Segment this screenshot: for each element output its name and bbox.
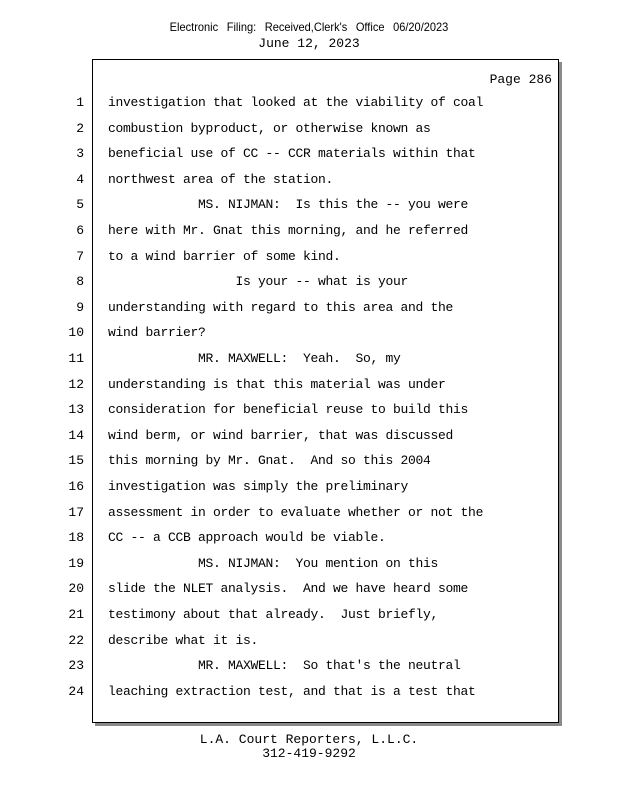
transcript-line: [0, 323, 618, 343]
transcript-line: [0, 221, 618, 241]
transcript-line: [0, 144, 618, 164]
line-text: investigation that looked at the viability of coal: [108, 95, 484, 110]
line-number: 8: [76, 274, 84, 290]
line-number: 6: [76, 223, 84, 238]
court-reporter-phone: 312-419-9292: [262, 746, 356, 761]
transcript-line: [0, 119, 618, 139]
line-number: 18: [68, 530, 84, 546]
line-text: understanding with regard to this area and the: [108, 299, 454, 315]
transcript-date: June 12, 2023: [258, 36, 360, 51]
line-number: 3: [76, 146, 84, 162]
line-text: northwest area of the station.: [108, 171, 334, 187]
line-number: 4: [76, 171, 84, 187]
line-text: consideration for beneficial reuse to build this: [108, 402, 469, 418]
transcript-line: [0, 554, 618, 574]
line-number: 24: [68, 683, 84, 699]
transcript-line: [0, 503, 618, 523]
line-number: 9: [76, 299, 84, 315]
transcript-line: [0, 93, 618, 113]
line-text: to a wind barrier of some kind.: [108, 248, 341, 264]
line-number: 21: [68, 607, 84, 622]
line-number: 19: [68, 555, 84, 571]
line-text: CC -- a CCB approach would be viable.: [108, 530, 386, 546]
line-text: here with Mr. Gnat this morning, and he referred: [108, 223, 469, 238]
line-text: testimony about that already. Just briefly,: [108, 607, 439, 622]
transcript-line: [0, 170, 618, 190]
transcript-line: [0, 272, 618, 292]
line-text: Is your -- what is your: [108, 274, 409, 290]
transcript-line: [0, 528, 618, 548]
line-number: 10: [68, 325, 84, 341]
line-number: 22: [68, 632, 84, 648]
line-number: 7: [76, 248, 84, 264]
line-number: 23: [68, 658, 84, 674]
transcript-line: [0, 195, 618, 215]
line-number: 12: [68, 376, 84, 392]
line-text: wind barrier?: [108, 325, 206, 341]
efiling-stamp: Electronic Filing: Received,Clerk's Office 06/20/2023: [169, 20, 449, 34]
line-number: 14: [68, 427, 84, 443]
transcript-line: [0, 247, 618, 267]
transcript-line: [0, 375, 618, 395]
line-text: MR. MAXWELL: Yeah. So, my: [108, 351, 401, 366]
transcript-line: [0, 426, 618, 446]
transcript-line: [0, 451, 618, 471]
line-text: MS. NIJMAN: Is this the -- you were: [108, 197, 469, 213]
transcript-line: [0, 349, 618, 369]
line-text: investigation was simply the preliminary: [108, 479, 409, 494]
line-number: 20: [68, 581, 84, 597]
line-number: 17: [68, 504, 84, 520]
line-text: assessment in order to evaluate whether or not the: [108, 504, 484, 520]
court-reporter-name: L.A. Court Reporters, L.L.C.: [199, 732, 419, 747]
line-text: wind berm, or wind barrier, that was discussed: [108, 427, 454, 443]
line-text: describe what it is.: [108, 632, 259, 648]
transcript-line: [0, 605, 618, 625]
line-number: 11: [68, 351, 84, 366]
page-number: Page 286: [489, 72, 552, 87]
line-number: 5: [76, 197, 84, 213]
line-text: leaching extraction test, and that is a test that: [108, 683, 476, 699]
line-text: MS. NIJMAN: You mention on this: [108, 555, 439, 571]
line-number: 15: [68, 453, 84, 469]
line-text: this morning by Mr. Gnat. And so this 2004: [108, 453, 431, 469]
transcript-line: [0, 477, 618, 497]
line-text: beneficial use of CC -- CCR materials within that: [108, 146, 476, 162]
transcript-line: [0, 400, 618, 420]
transcript-line: [0, 298, 618, 318]
line-text: understanding is that this material was under: [108, 376, 446, 392]
transcript-line: [0, 656, 618, 676]
line-number: 2: [76, 120, 84, 136]
transcript-line: [0, 682, 618, 702]
transcript-line: [0, 579, 618, 599]
line-text: MR. MAXWELL: So that's the neutral: [108, 658, 461, 674]
line-number: 16: [68, 479, 84, 494]
line-number: 13: [68, 402, 84, 418]
transcript-line: [0, 631, 618, 651]
line-number: 1: [76, 95, 84, 110]
line-text: combustion byproduct, or otherwise known as: [108, 120, 431, 136]
line-text: slide the NLET analysis. And we have heard some: [108, 581, 469, 597]
